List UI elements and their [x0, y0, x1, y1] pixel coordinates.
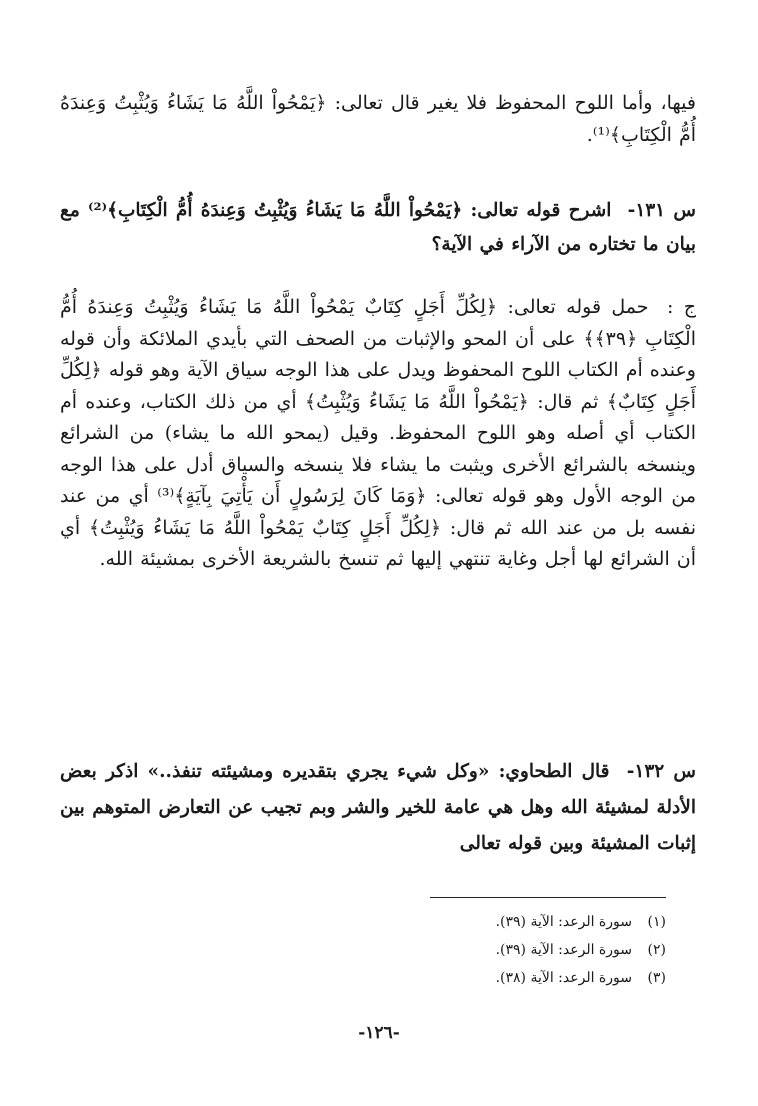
- footnote-number: (١): [647, 914, 666, 930]
- footnote: [430, 908, 666, 936]
- footnote-text: سورة الرعد: الآية (٣٩).: [495, 914, 632, 930]
- footnotes: [430, 897, 666, 992]
- intro-text: فيها، وأما اللوح المحفوظ فلا يغير قال تعالى: ﴿يَمْحُواْ اللَّهُ مَا يَشَاءُ وَيُثْبِتُ وَعِندَهُ أُمُّ الْكِتَابِ﴾⁽¹⁾.: [60, 92, 696, 146]
- answer-paragraph: [60, 292, 696, 576]
- footnote-text: سورة الرعد: الآية (٣٩).: [495, 942, 632, 958]
- page-number: -١٢٦-: [358, 1023, 400, 1043]
- question-131-text: اشرح قوله تعالى: ﴿يَمْحُواْ اللَّهُ مَا يَشَاءُ وَيُثْبِتُ وَعِندَهُ أُمُّ الْكِتَابِ﴾⁽²⁾ مع بيان ما تختاره من الآراء في الآية؟: [60, 200, 696, 255]
- footnote-number: (٣): [647, 970, 666, 986]
- footnote-text: سورة الرعد: الآية (٣٨).: [495, 970, 632, 986]
- answer-text: حمل قوله تعالى: ﴿لِكُلِّ أَجَلٍ كِتَابٌ يَمْحُواْ اللَّهُ مَا يَشَاءُ وَيُثْبِتُ وَعِندَهُ أُمُّ الْكِتَابِ ﴿٣٩﴾﴾ على أن المحو والإثبات من الصحف التي بأيدي الملائكة وأن قوله وعنده أم الكتاب اللوح المحفوظ ويدل على هذا الوجه سياق الآية وهو قوله ﴿لِكُلِّ أَجَلٍ كِتَابٌ﴾ ثم قال: ﴿يَمْحُواْ اللَّهُ مَا يَشَاءُ وَيُثْبِتُ﴾ أي من ذلك الكتاب، وعنده أم الكتاب أي أصله وهو اللوح المحفوظ. وقيل (يمحو الله ما يشاء) من الشرائع وينسخه بالشرائع الأخرى ويثبت ما يشاء فلا ينسخه والسياق أدل على هذا الوجه من الوجه الأول وهو قوله تعالى: ﴿وَمَا كَانَ لِرَسُولٍ أَن يَأْتِيَ بِآيَةٍ﴾⁽³⁾ أي من عند نفسه بل من عند الله ثم قال: ﴿لِكُلِّ أَجَلٍ كِتَابٌ يَمْحُواْ اللَّهُ مَا يَشَاءُ وَيُثْبِتُ﴾ أي أن الشرائع لها أجل وغاية تنتهي إليها ثم تنسخ بالشريعة الأخرى بمشيئة الله.: [60, 296, 696, 570]
- footnote: [430, 936, 666, 964]
- question-132-text: قال الطحاوي: «وكل شيء يجري بتقديره ومشيئته تنفذ..» اذكر بعض الأدلة لمشيئة الله وهل هي عامة للخير والشر وبم تجيب عن التعارض المتوهم بين إثبات المشيئة وبين قوله تعالى: [60, 761, 696, 854]
- question-131-label: س ١٣١-: [619, 200, 696, 221]
- intro-paragraph: [60, 88, 696, 151]
- question-131: [60, 194, 696, 262]
- question-132-label: س ١٣٢-: [617, 761, 696, 782]
- footnote: [430, 964, 666, 992]
- footnote-number: (٢): [647, 942, 666, 958]
- answer-label: ج :: [656, 296, 696, 318]
- question-132: [60, 754, 696, 862]
